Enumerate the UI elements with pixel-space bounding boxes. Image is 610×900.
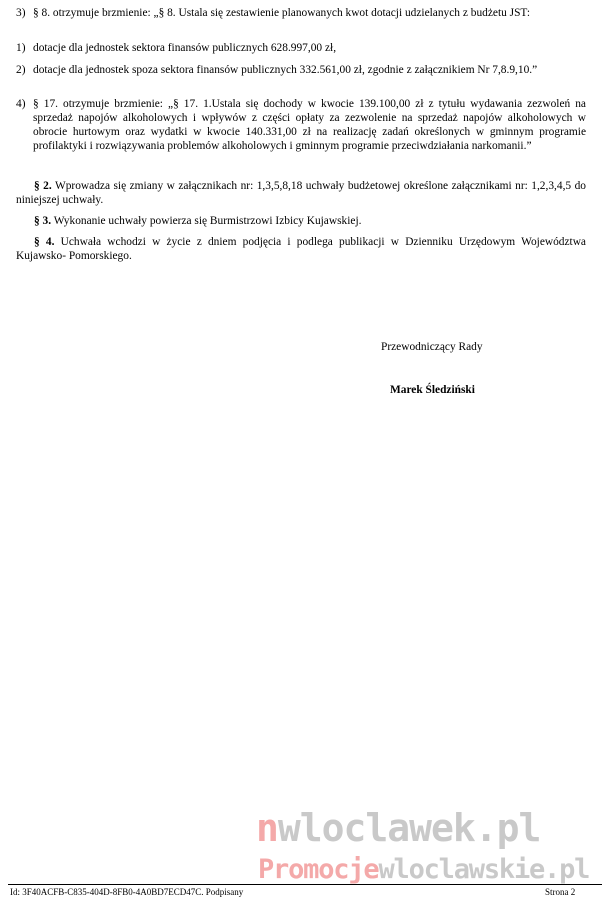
watermark-line-1	[256, 808, 540, 848]
watermark-accent: Promocje	[258, 854, 379, 885]
list-text: dotacje dla jednostek spoza sektora finansów publicznych 332.561,00 zł, zgodnie z załącznikiem Nr 7,8.9,10.”	[33, 64, 538, 76]
paragraph-4	[16, 235, 586, 263]
footer-page-number: Strona 2	[545, 887, 576, 897]
list-item	[16, 97, 586, 153]
list-number: 4)	[16, 98, 26, 110]
paragraph-text: Wprowadza się zmiany w załącznikach nr: 1,3,5,8,18 uchwały budżetowej określone załącznikami nr: 1,2,3,4,5 do niniejszej uchwały.	[16, 180, 586, 206]
list-number: 1)	[16, 42, 26, 54]
signature-role: Przewodniczący Rady	[381, 341, 483, 353]
list-number: 3)	[16, 7, 26, 19]
list-text: § 8. otrzymuje brzmienie: „§ 8. Ustala się zestawienie planowanych kwot dotacji udzielanych z budżetu JST:	[33, 7, 530, 19]
paragraph-text: Wykonanie uchwały powierza się Burmistrzowi Izbicy Kujawskiej.	[51, 215, 362, 227]
watermark-rest: wloclawek.pl	[277, 806, 541, 850]
paragraph-2	[16, 179, 586, 207]
paragraph-text: Uchwała wchodzi w życie z dniem podjęcia i podlega publikacji w Dzienniku Urzędowym Województwa Kujawsko- Pomorskiego.	[16, 236, 586, 262]
paragraph-label: § 2.	[34, 180, 52, 192]
watermark-line-2	[258, 855, 589, 885]
paragraph-3	[16, 214, 586, 228]
paragraph-label: § 3.	[34, 215, 52, 227]
watermark-rest: wloclawskie.pl	[378, 854, 590, 885]
signature-name: Marek Śledziński	[390, 384, 475, 396]
list-text: dotacje dla jednostek sektora finansów publicznych 628.997,00 zł,	[33, 42, 337, 54]
paragraph-label: § 4.	[34, 236, 55, 248]
list-item	[16, 6, 586, 20]
footer-divider	[8, 884, 602, 885]
list-number: 2)	[16, 64, 26, 76]
list-item	[16, 63, 586, 77]
list-text: § 17. otrzymuje brzmienie: „§ 17. 1.Ustala się dochody w kwocie 139.100,00 zł z tytułu wydawania zezwoleń na sprzedaż napojów alkoholowych i wpływów z części opłaty za zezwolenie na sprzedaż napojów alkoholowych w obrocie hurtowym oraz wydatki w kwocie 140.331,00 zł na realizację zadań określonych w gminnym programie profilaktyki i rozwiązywania problemów alkoholowych i gminnym programie przeciwdziałania narkomanii.”	[33, 98, 586, 152]
list-item	[16, 41, 586, 55]
footer-document-id: Id: 3F40ACFB-C835-404D-8FB0-4A0BD7ECD47C. Podpisany	[10, 887, 244, 897]
watermark-accent: n	[256, 806, 278, 850]
